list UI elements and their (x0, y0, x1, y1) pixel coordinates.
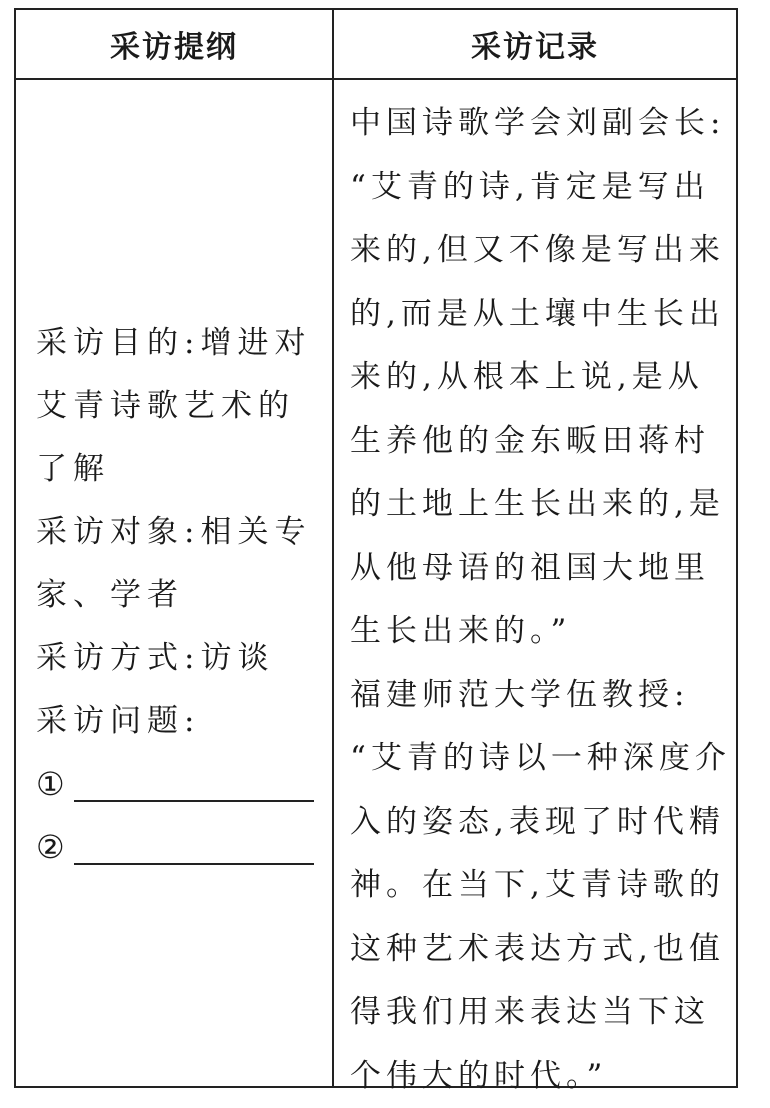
outline-line: 采访方式:访谈 (36, 627, 316, 690)
record-line: 来的,但又不像是写出来 (350, 219, 728, 283)
table-header-row (16, 10, 736, 80)
question-blank-1[interactable] (36, 753, 316, 816)
record-line: “艾青的诗,肯定是写出 (350, 156, 728, 220)
record-line: 个伟大的时代。” (350, 1045, 728, 1108)
outline-cell (16, 80, 332, 1086)
answer-underline (74, 800, 314, 802)
outline-line: 采访目的:增进对 (36, 312, 316, 375)
record-line: 的土地上生长出来的,是 (350, 473, 728, 537)
outline-line: 采访对象:相关专 (36, 501, 316, 564)
outline-line: 家、学者 (36, 564, 316, 627)
outline-content (36, 312, 316, 879)
record-line: 从他母语的祖国大地里 (350, 537, 728, 601)
record-line: 生长出来的。” (350, 600, 728, 664)
record-line: 中国诗歌学会刘副会长: (350, 92, 728, 156)
header-interview-record: 采访记录 (334, 10, 736, 78)
question-number: ① (36, 753, 74, 816)
record-line: 来的,从根本上说,是从 (350, 346, 728, 410)
question-number: ② (36, 816, 74, 879)
outline-line: 采访问题: (36, 690, 316, 753)
record-line: 福建师范大学伍教授: (350, 664, 728, 728)
record-content (350, 92, 728, 1108)
record-line: 这种艺术表达方式,也值 (350, 918, 728, 982)
record-line: 得我们用来表达当下这 (350, 981, 728, 1045)
record-line: 的,而是从土壤中生长出 (350, 283, 728, 347)
header-interview-outline: 采访提纲 (16, 10, 332, 78)
answer-underline (74, 863, 314, 865)
record-cell (334, 80, 736, 1086)
outline-line: 艾青诗歌艺术的 (36, 375, 316, 438)
record-line: 神。在当下,艾青诗歌的 (350, 854, 728, 918)
record-line: “艾青的诗以一种深度介 (350, 727, 728, 791)
interview-table (14, 8, 738, 1088)
record-line: 入的姿态,表现了时代精 (350, 791, 728, 855)
record-line: 生养他的金东畈田蒋村 (350, 410, 728, 474)
outline-line: 了解 (36, 438, 316, 501)
question-blank-2[interactable] (36, 816, 316, 879)
